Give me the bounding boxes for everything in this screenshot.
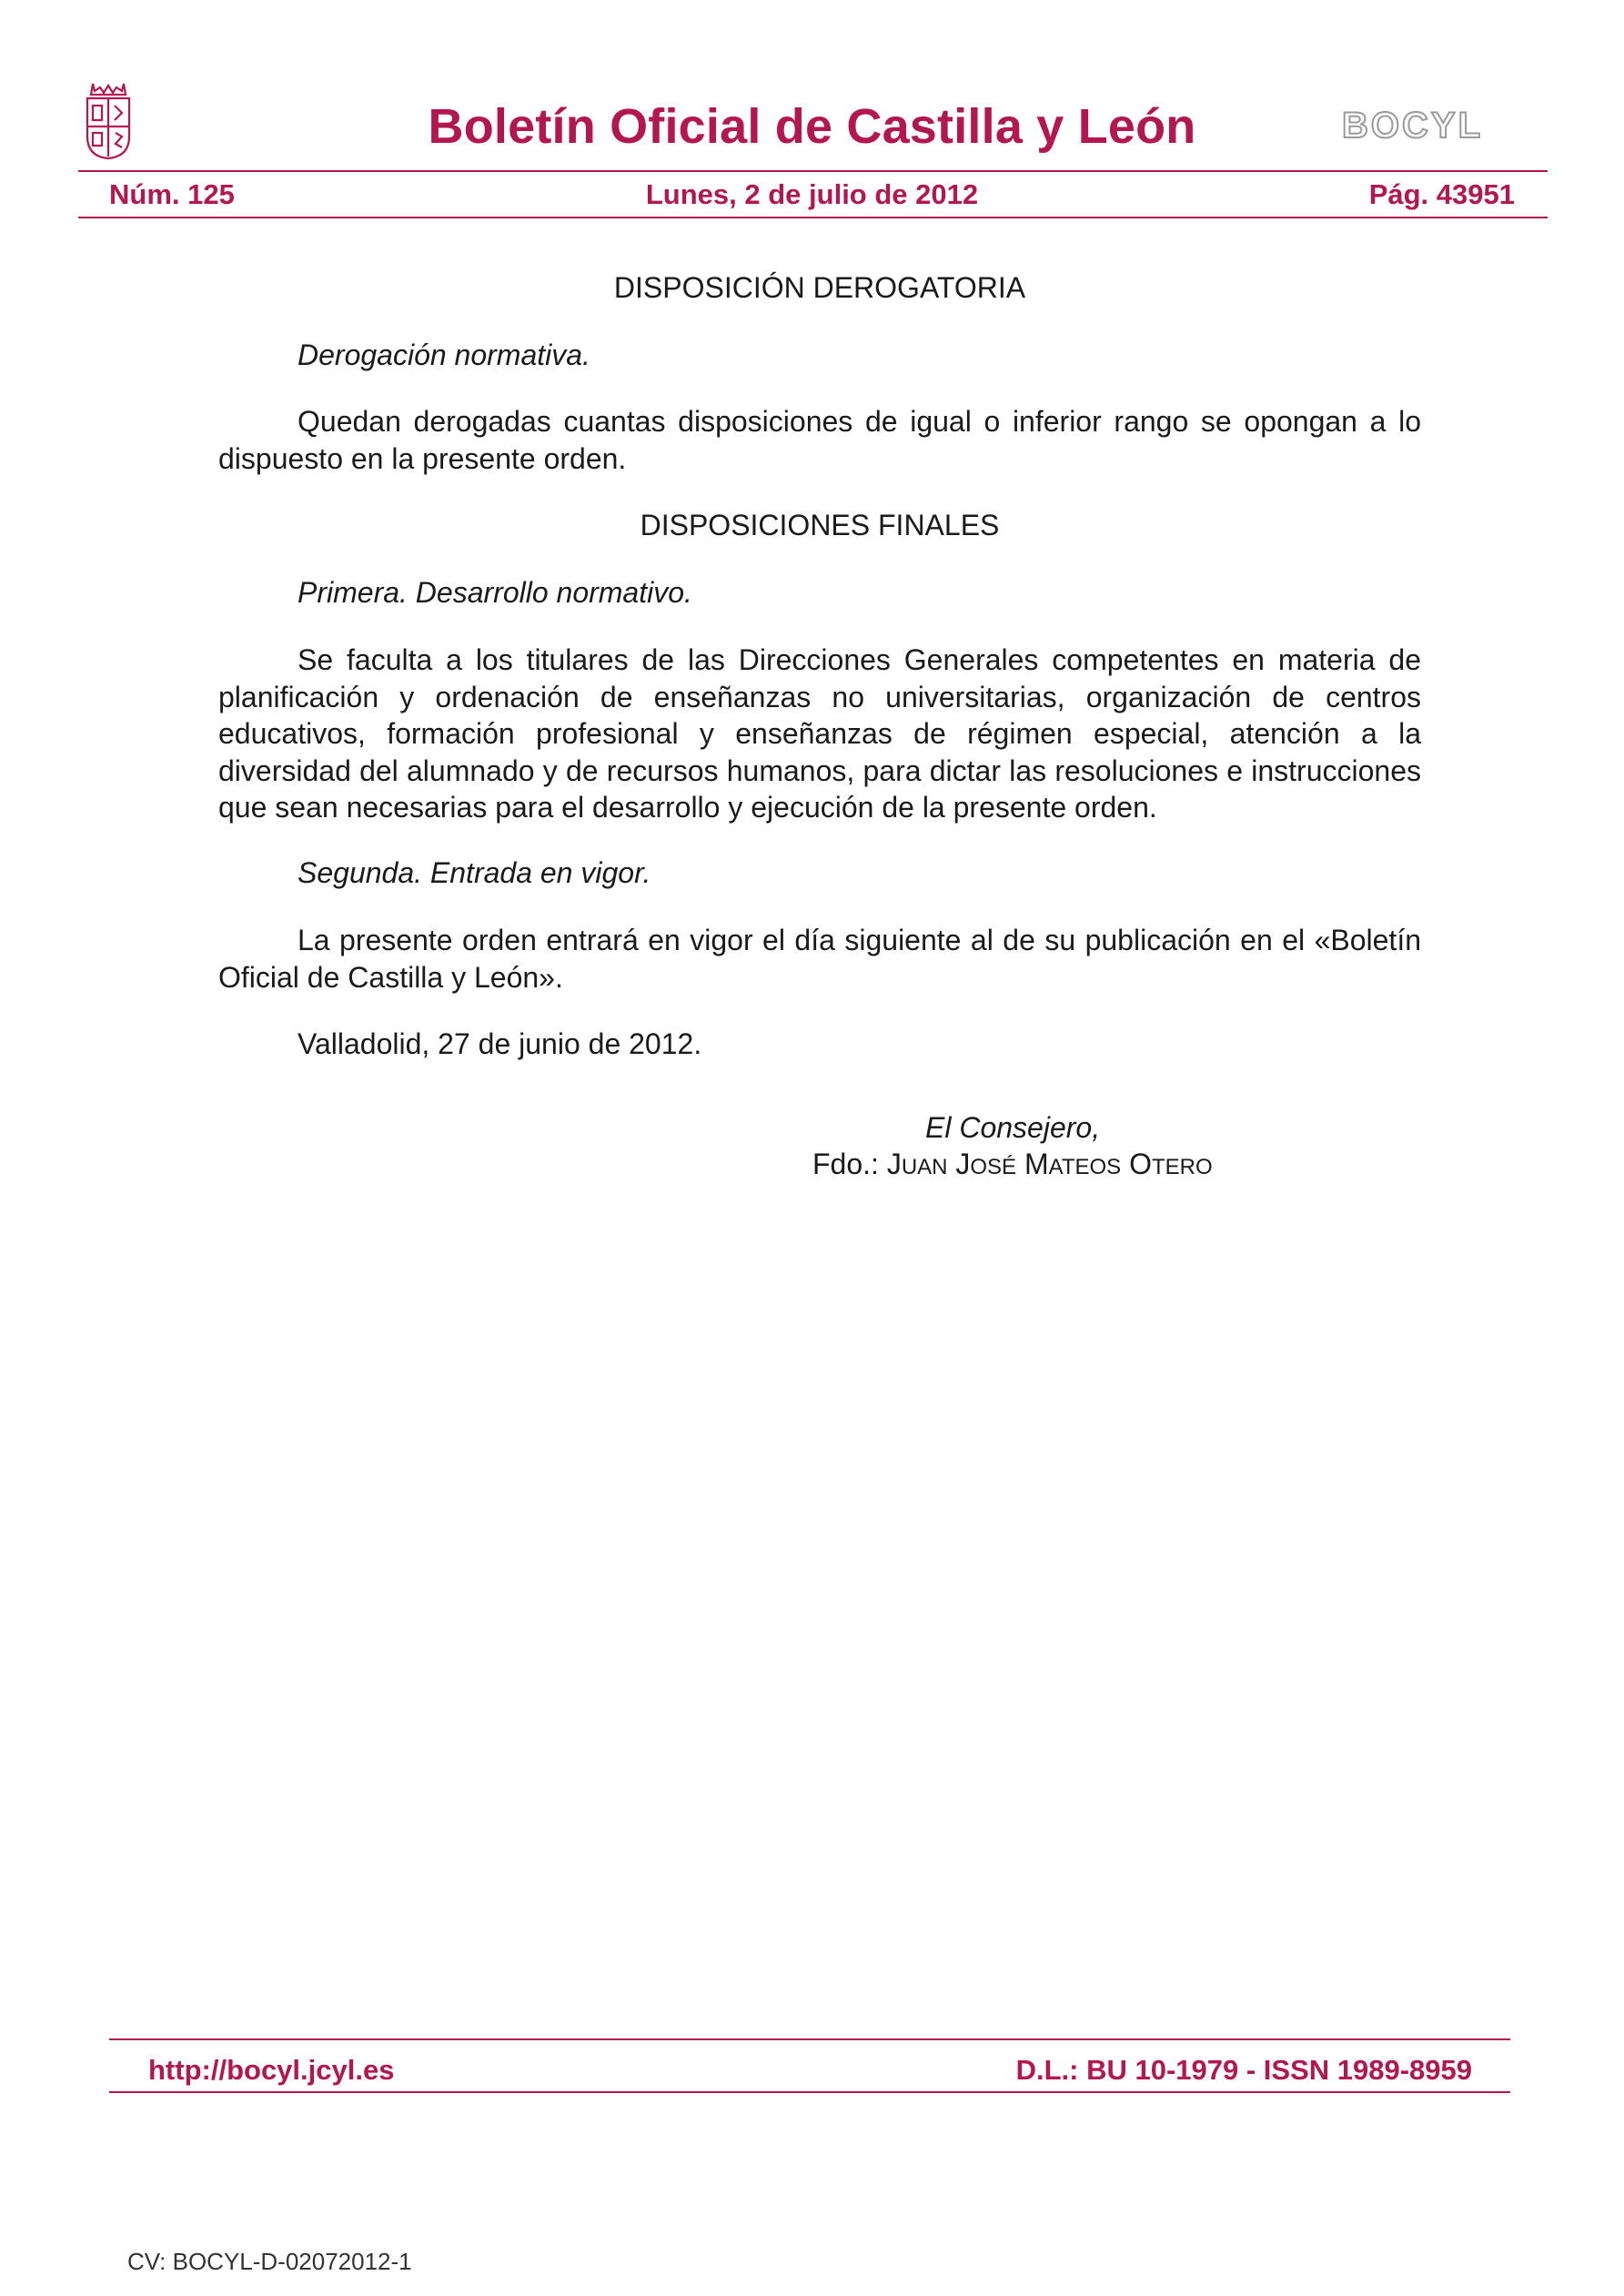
segunda-text: La presente orden entrará en vigor el día siguiente al de su publicación en el «Boletín Oficial de Castilla y León».	[218, 924, 1421, 994]
header-top-rule	[78, 170, 1548, 172]
footer-top-rule	[109, 2038, 1510, 2040]
bulletin-title: Boletín Oficial de Castilla y León	[428, 99, 1196, 154]
signature-prefix: Fdo.:	[812, 1148, 879, 1180]
footer-legal: D.L.: BU 10-1979 - ISSN 1989-8959	[1015, 2054, 1472, 2086]
signature-name: JUAN JOSÉ MATEOS OTERO	[886, 1148, 1213, 1180]
signature-role: El Consejero,	[925, 1111, 1101, 1144]
heading-finales: DISPOSICIONES FINALES	[640, 509, 1000, 541]
signature	[812, 1146, 1213, 1187]
primera-title: Primera. Desarrollo normativo.	[298, 576, 692, 609]
bocyl-logo: BOCYL	[1342, 106, 1483, 146]
cv-code: CV: BOCYL-D-02072012-1	[127, 2248, 412, 2275]
place-date: Valladolid, 27 de junio de 2012.	[298, 1027, 702, 1060]
segunda-title: Segunda. Entrada en vigor.	[298, 856, 651, 889]
page-number: Pág. 43951	[1368, 178, 1515, 210]
heading-derogatoria: DISPOSICIÓN DEROGATORIA	[613, 271, 1026, 304]
issue-number: Núm. 125	[109, 178, 235, 210]
issue-date: Lunes, 2 de julio de 2012	[645, 178, 979, 210]
footer-bottom-rule	[109, 2091, 1510, 2093]
primera-text: Se faculta a los titulares de las Direcciones Generales competentes en materia de planificación y ordenación de enseñanzas no universitarias, organización de centros educativos, formación profesional y enseñanzas de régimen especial, atención a la diversidad del alumnado y de recursos humanos, para dictar las resoluciones e instrucciones que sean necesarias para el desarrollo y ejecución de la presente orden.	[218, 643, 1421, 824]
derogacion-text: Quedan derogadas cuantas disposiciones de igual o inferior rango se opongan a lo dispuesto en la presente orden.	[218, 405, 1421, 475]
derogacion-title: Derogación normativa.	[298, 339, 590, 371]
footer-url[interactable]: http://bocyl.jcyl.es	[148, 2054, 395, 2086]
header-bottom-rule	[78, 217, 1548, 218]
